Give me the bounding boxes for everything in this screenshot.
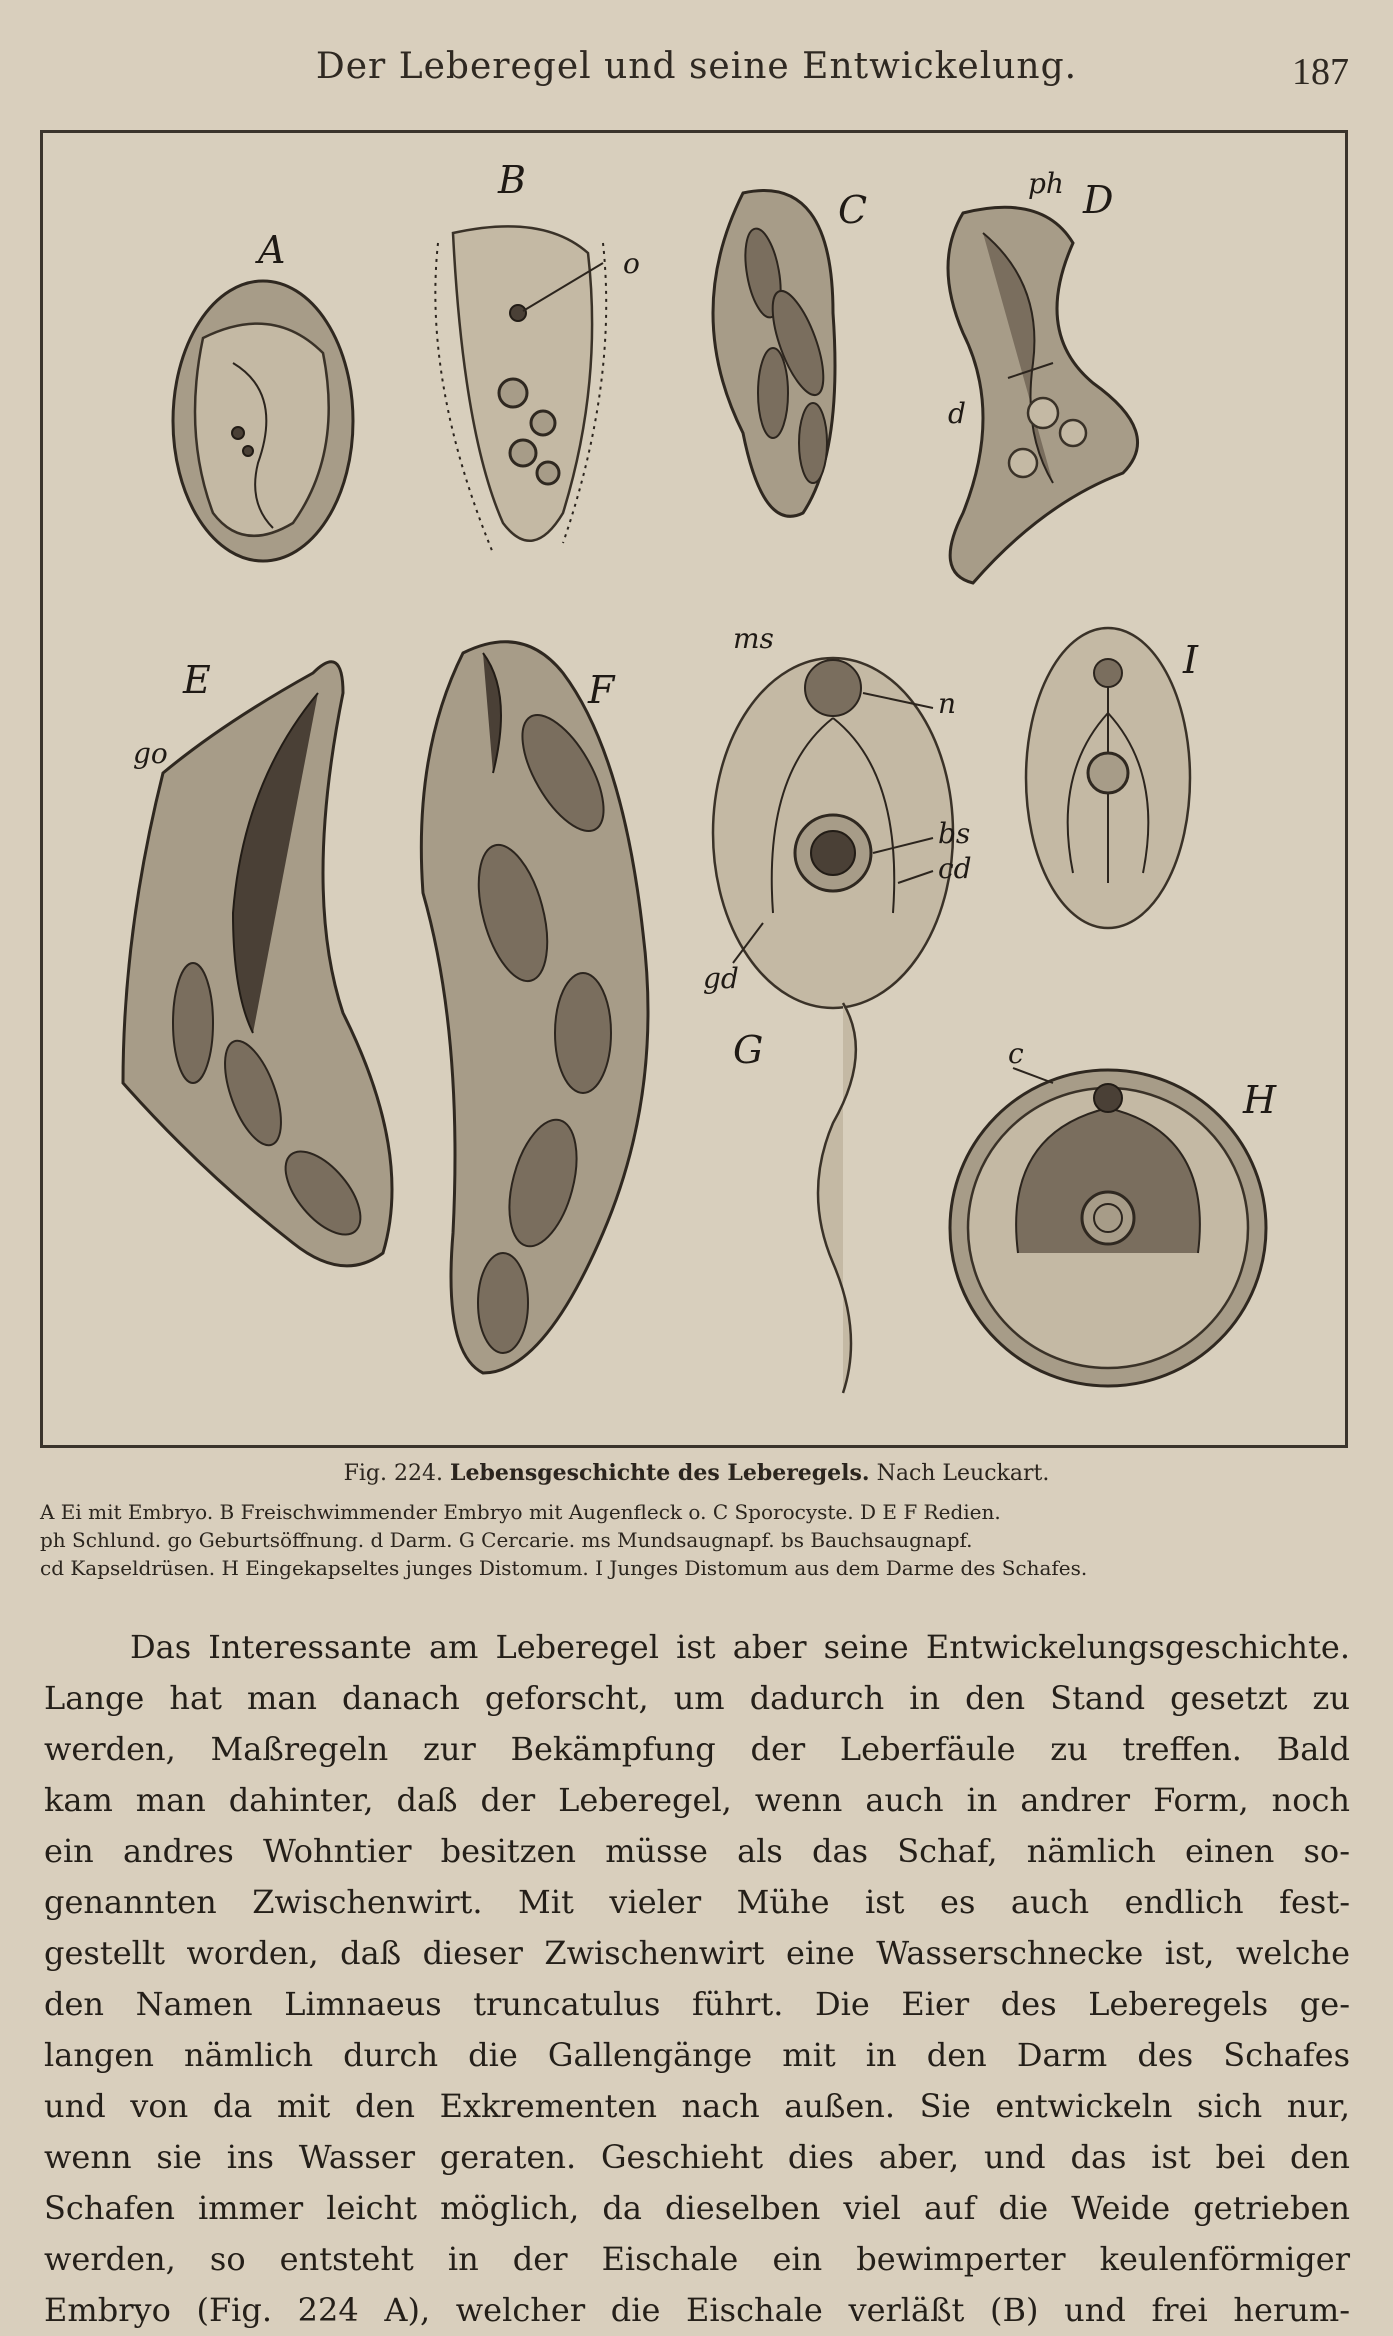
caption-source: Nach Leuckart. (876, 1461, 1050, 1486)
legend-line: cd Kapseldrüsen. H Eingekapseltes junges Distomum. I Junges Distomum aus dem Darme des Schafes. (40, 1556, 1088, 1580)
label-ms: ms (733, 622, 774, 655)
label-f: F (588, 668, 615, 712)
panel-h-cyst (950, 1037, 1277, 1386)
legend-line: ph Schlund. go Geburtsöffnung. d Darm. G Cercarie. ms Mundsaugnapf. bs Bauchsaugnapf. (40, 1528, 973, 1552)
label-d-darm: d (948, 397, 966, 430)
body-line: den Namen Limnaeus truncatulus führt. Die Eier des Leberegels ge- (44, 1985, 1350, 2023)
body-line: Lange hat man danach geforscht, um dadurch in den Stand gesetzt zu (44, 1679, 1350, 1717)
figure-legend (40, 1498, 1350, 1582)
caption-number: Fig. 224. (343, 1461, 443, 1486)
body-line: kam man dahinter, daß der Leberegel, wenn auch in andrer Form, noch (44, 1781, 1350, 1819)
body-paragraph (44, 1622, 1350, 2336)
body-line: langen nämlich durch die Gallengänge mit in den Darm des Schafes (44, 2036, 1350, 2074)
body-line: werden, so entsteht in der Eischale ein bewimperter keulenförmiger (44, 2240, 1350, 2278)
label-b: B (498, 158, 526, 202)
panel-i-young-distomum (1026, 628, 1199, 928)
body-line: werden, Maßregeln zur Bekämpfung der Leberfäule zu treffen. Bald (44, 1730, 1350, 1768)
caption-title: Lebensgeschichte des Leberegels. (449, 1460, 870, 1486)
panel-d-redia (948, 167, 1138, 583)
figure-224 (40, 130, 1348, 1448)
label-go: go (133, 737, 168, 770)
legend-line: A Ei mit Embryo. B Freischwimmender Embryo mit Augenfleck o. C Sporocyste. D E F Redien. (40, 1500, 1001, 1524)
body-line: ein andres Wohntier besitzen müsse als das Schaf, nämlich einen so- (44, 1832, 1350, 1870)
panel-b-embryo (435, 158, 640, 553)
panel-f-redia (421, 642, 648, 1373)
panel-a-egg (173, 228, 353, 561)
figure-caption (0, 1460, 1393, 1486)
label-n: n (938, 687, 957, 720)
figure-illustration (43, 133, 1351, 1451)
label-c: C (838, 188, 868, 232)
label-bs: bs (938, 817, 971, 850)
label-o: o (623, 247, 640, 280)
page-number: 187 (1292, 51, 1349, 93)
body-line: gestellt worden, daß dieser Zwischenwirt eine Wasserschnecke ist, welche (44, 1934, 1350, 1972)
label-cd: cd (938, 852, 972, 885)
label-gd: gd (703, 962, 739, 995)
panel-c-sporocyst (713, 188, 867, 516)
label-ph: ph (1028, 167, 1064, 200)
running-title: Der Leberegel und seine Entwickelung. (315, 46, 1078, 87)
body-line: Das Interessante am Leberegel ist aber seine Entwickelungsgeschichte. (130, 1628, 1350, 1666)
label-h: H (1243, 1078, 1277, 1122)
label-d-panel: D (1083, 178, 1114, 222)
panel-e-redia (123, 658, 392, 1266)
label-e: E (183, 658, 211, 702)
label-a: A (258, 228, 286, 272)
body-line: und von da mit den Exkrementen nach außen. Sie entwickeln sich nur, (44, 2087, 1350, 2125)
label-c-small: c (1008, 1037, 1024, 1070)
label-g: G (733, 1028, 764, 1072)
body-line: Embryo (Fig. 224 A), welcher die Eischale verläßt (B) und frei herum- (44, 2291, 1350, 2329)
panel-g-cercaria (703, 622, 972, 1393)
label-i: I (1183, 638, 1199, 682)
body-line: wenn sie ins Wasser geraten. Geschieht dies aber, und das ist bei den (44, 2138, 1350, 2176)
body-line: genannten Zwischenwirt. Mit vieler Mühe ist es auch endlich fest- (44, 1883, 1350, 1921)
body-line: Schafen immer leicht möglich, da dieselben viel auf die Weide getrieben (44, 2189, 1350, 2227)
